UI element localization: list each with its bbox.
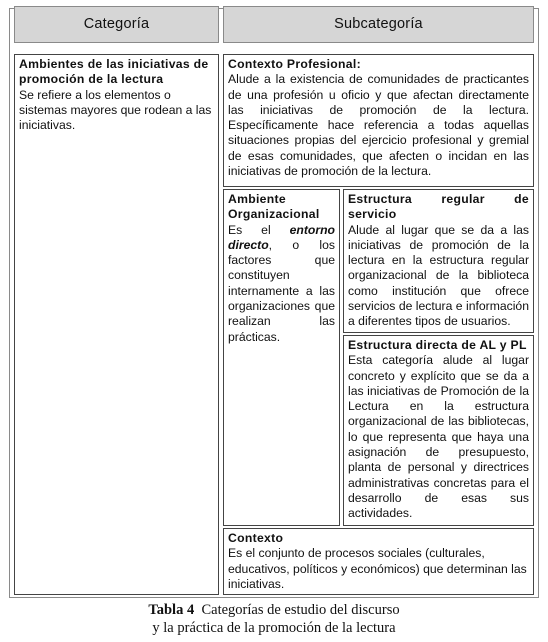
contexto-cell xyxy=(223,528,534,595)
estructura-directa-body: Esta categoría alude al lugar concreto y explícito que se da a las iniciativas de Promoción de la Lectura en la estructura organizacional de las bibliotecas, lo que representa que haya una asignación de presupuesto, planta de personal y directrices administrativas concretas para el desarrollo de esas sus actividades. xyxy=(348,353,529,521)
ambiente-organizacional-cell xyxy=(223,189,340,526)
header-categoria: Categoría xyxy=(14,6,219,43)
table-caption xyxy=(0,601,548,637)
contexto-profesional-cell xyxy=(223,54,534,187)
contexto-profesional-body: Alude a la existencia de comunidades de practicantes de una profesión u oficio y que afectan directamente las iniciativas de promoción de la lectura. Específicamente hace referencia a todas aquellas situaciones propias del ejercicio profesional y gremial de esas comunidades, que afecten o incidan en las iniciativas de promoción de la lectura. xyxy=(228,72,529,179)
caption-line-2: y la práctica de la promoción de la lectura xyxy=(152,620,396,636)
categoria-cell xyxy=(14,54,219,595)
contexto-body: Es el conjunto de procesos sociales (culturales, educativos, políticos y económicos) que determinan las iniciativas. xyxy=(228,546,527,591)
ambiente-organizacional-body: Es el entorno directo, o los factores que constituyen internamente a las organizaciones que realizan las prácticas. xyxy=(228,222,335,344)
contexto-title: Contexto xyxy=(228,531,284,545)
estructura-regular-title: Estructura regular de servicio xyxy=(348,192,529,222)
caption-label: Tabla 4 xyxy=(148,602,195,618)
categoria-body: Se refiere a los elementos o sistemas mayores que rodean a las iniciativas. xyxy=(19,87,212,133)
estructura-directa-cell xyxy=(343,335,534,526)
estructura-regular-cell xyxy=(343,189,534,333)
ambiente-organizacional-title: Ambiente Organizacional xyxy=(228,192,320,222)
categoria-title: Ambientes de las iniciativas de promoción de la lectura xyxy=(19,57,209,87)
estructura-regular-body: Alude al lugar que se da a las iniciativas de promoción de la lectura en la estructura regular organizacional de la biblioteca como institución que ofrece servicios de lectura e información a diferentes tipos de usuarios. xyxy=(348,222,529,329)
estructura-directa-title: Estructura directa de AL y PL xyxy=(348,338,527,352)
entorno-directo-emphasis: entorno directo xyxy=(228,222,335,252)
contexto-profesional-title: Contexto Profesional: xyxy=(228,57,361,71)
header-subcategoria: Subcategoría xyxy=(223,6,534,43)
caption-line-1: Tabla 4 Categorías de estudio del discurso xyxy=(148,602,400,618)
